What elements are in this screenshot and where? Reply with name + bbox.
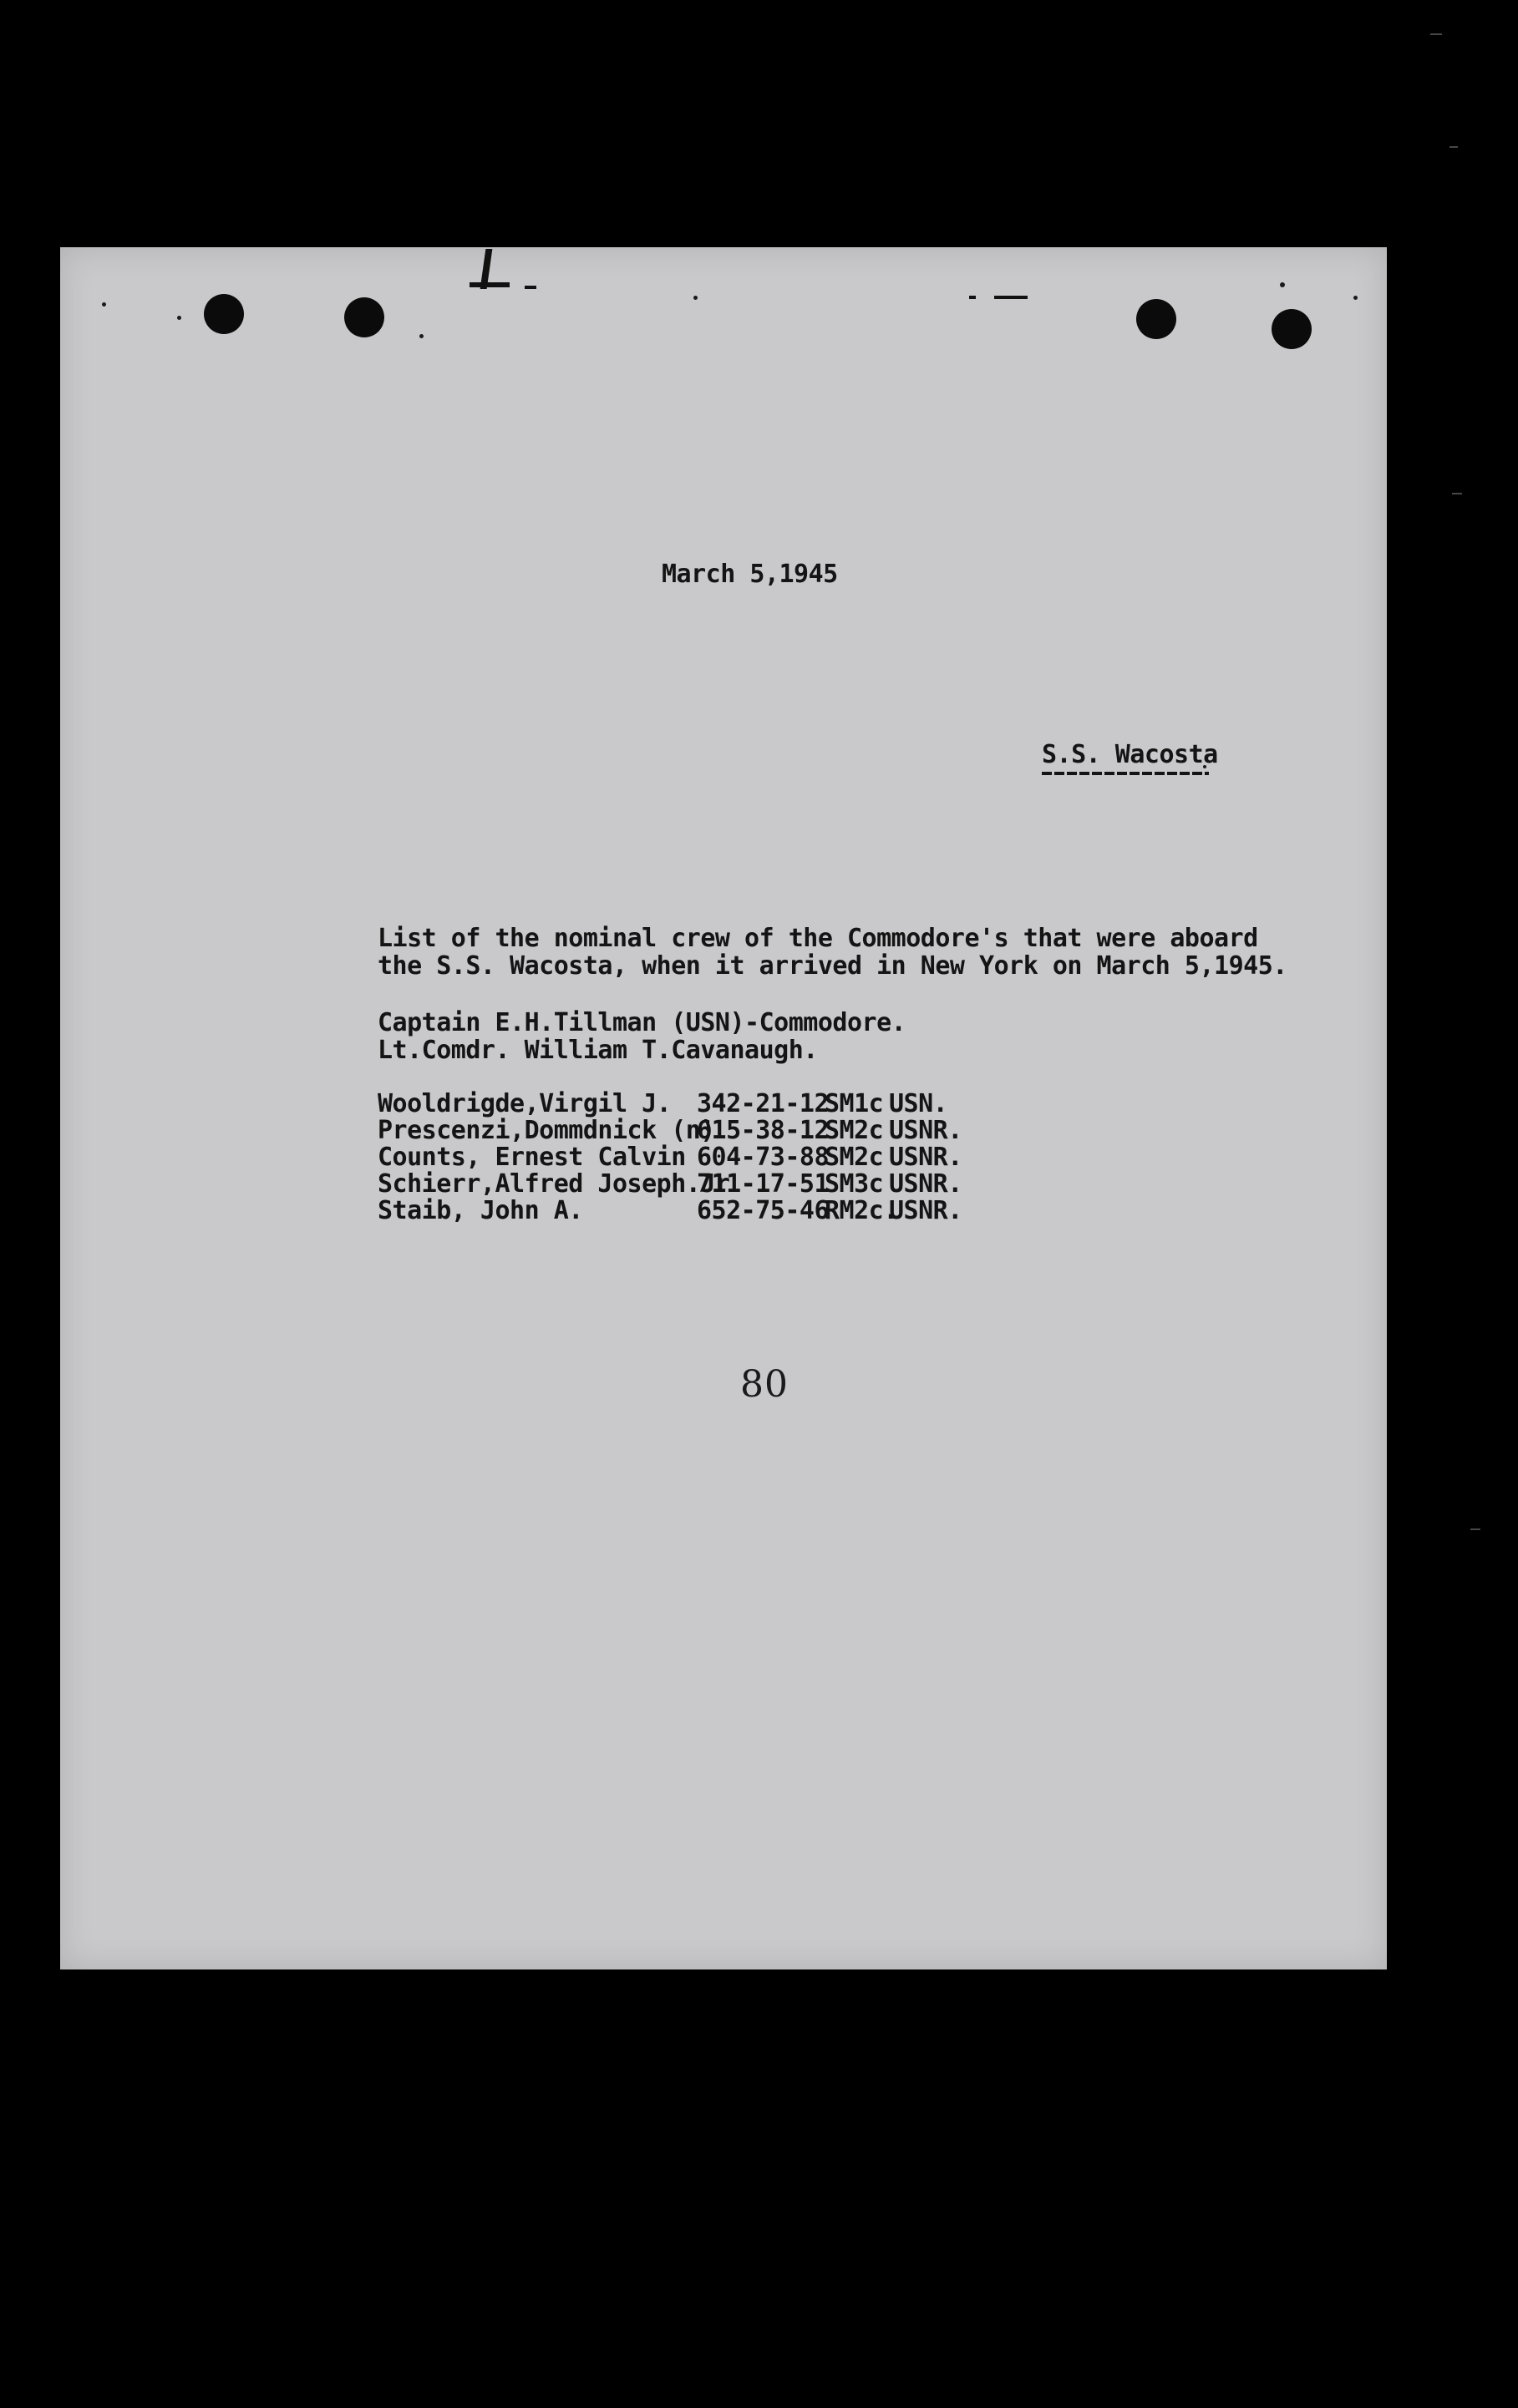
- officer-line: Captain E.H.Tillman (USN)-Commodore.: [378, 1008, 906, 1037]
- scan-noise: [1452, 493, 1462, 494]
- crew-name: Counts, Ernest Calvin: [378, 1143, 686, 1172]
- crew-service-number: 652-75-46: [697, 1196, 830, 1225]
- crew-rate: SM3c: [825, 1169, 884, 1199]
- crew-service-number: 711-17-51: [697, 1169, 830, 1199]
- scan-noise: [1470, 1528, 1480, 1530]
- ship-heading: S.S. Wacosta: [1042, 740, 1218, 769]
- crew-row: [378, 1118, 1013, 1143]
- ink-mark: [470, 282, 510, 287]
- punch-hole: [1136, 299, 1176, 339]
- scan-noise: [1430, 33, 1442, 35]
- speck: [693, 296, 698, 300]
- ship-heading-underline: [1042, 772, 1209, 775]
- crew-name: Staib, John A.: [378, 1196, 583, 1225]
- crew-service-number: 604-73-88: [697, 1143, 830, 1172]
- crew-list: [378, 1091, 1013, 1233]
- page-number: 80: [740, 1363, 789, 1406]
- crew-rate: RM2c.: [825, 1196, 898, 1225]
- speck: [102, 302, 106, 307]
- document-page: [60, 247, 1387, 1969]
- speck: [177, 316, 181, 320]
- crew-name: Schierr,Alfred Joseph.Jr: [378, 1169, 730, 1199]
- crew-row: [378, 1198, 1013, 1224]
- scan-noise: [1449, 146, 1458, 148]
- crew-rate: SM2c: [825, 1143, 884, 1172]
- crew-service: USNR.: [889, 1116, 962, 1145]
- intro-line-2: the S.S. Wacosta, when it arrived in New York on March 5,1945.: [378, 951, 1287, 981]
- speck: [419, 334, 424, 338]
- document-date: March 5,1945: [662, 560, 838, 589]
- speck: [1353, 296, 1358, 300]
- crew-service: USN.: [889, 1089, 948, 1118]
- crew-service: USNR.: [889, 1196, 962, 1225]
- crew-row: [378, 1091, 1013, 1117]
- punch-hole: [204, 294, 244, 334]
- intro-line-1: List of the nominal crew of the Commodore's that were aboard: [378, 924, 1258, 953]
- ink-mark: [994, 296, 1028, 299]
- crew-name: Prescenzi,Dommdnick (n): [378, 1116, 715, 1145]
- ink-mark: [525, 286, 536, 289]
- crew-row: [378, 1144, 1013, 1170]
- crew-rate: SM2c: [825, 1116, 884, 1145]
- punch-hole: [344, 297, 384, 337]
- officer-line: Lt.Comdr. William T.Cavanaugh.: [378, 1036, 818, 1065]
- crew-service-number: 615-38-12: [697, 1116, 830, 1145]
- speck: [1280, 282, 1285, 287]
- crew-rate: SM1c: [825, 1089, 884, 1118]
- ink-mark: [969, 296, 976, 299]
- punch-hole: [1272, 309, 1312, 349]
- crew-service: USNR.: [889, 1143, 962, 1172]
- crew-service: USNR.: [889, 1169, 962, 1199]
- crew-row: [378, 1171, 1013, 1197]
- crew-name: Wooldrigde,Virgil J.: [378, 1089, 672, 1118]
- crew-service-number: 342-21-12: [697, 1089, 830, 1118]
